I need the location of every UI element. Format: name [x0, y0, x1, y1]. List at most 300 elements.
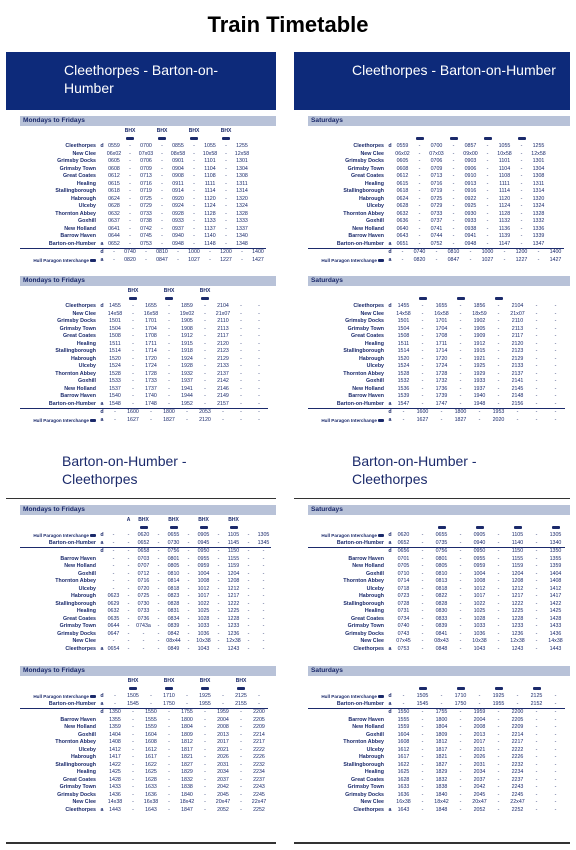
time-cell: -: [459, 776, 462, 783]
time-cell: 1817: [181, 746, 193, 753]
time-cell: -: [486, 188, 489, 194]
time-cell: -: [452, 203, 455, 209]
time-cell: 1800: [181, 716, 193, 723]
time-cell: -: [497, 393, 500, 399]
arr-dep-marker: d: [386, 249, 394, 257]
time-cell: -: [187, 600, 190, 607]
time-cell: 2205: [253, 716, 265, 723]
stop-name: Grimsby Town: [59, 623, 96, 629]
stop-name: Goxhill: [366, 218, 384, 224]
time-cell: -: [486, 158, 489, 164]
time-cell: 0714: [397, 578, 410, 584]
time-cell: 1711: [435, 340, 448, 347]
stop-name: [308, 548, 386, 556]
arr-dep-marker: d: [98, 709, 106, 717]
time-cell: -: [217, 608, 220, 614]
time-cell: 1155: [227, 555, 240, 562]
time-cell: 1328: [236, 210, 248, 217]
time-cell: -: [520, 218, 523, 224]
day-heading: Saturdays: [308, 276, 570, 286]
bus-icon: [90, 419, 96, 422]
time-cell: -: [204, 310, 206, 317]
arr-dep-marker: d: [98, 548, 106, 556]
service-code: [489, 678, 508, 686]
service-code: [527, 288, 546, 296]
time-cell: -: [421, 378, 424, 384]
table-row: [308, 181, 564, 189]
time-cell: -: [204, 355, 206, 362]
time-cell: [250, 151, 266, 159]
time-cell: -: [497, 303, 500, 309]
time-cell: -: [247, 645, 250, 652]
time-cell: -: [157, 539, 160, 546]
time-cell: -: [535, 303, 538, 309]
time-cell: -: [459, 791, 462, 798]
time-cell: -: [497, 585, 500, 592]
time-cell: -: [497, 806, 500, 813]
table-row: [20, 241, 266, 249]
time-cell: 0849: [167, 645, 180, 652]
time-cell: -: [497, 385, 500, 392]
arr-dep-marker: d: [386, 709, 394, 717]
time-cell: -: [452, 233, 455, 239]
arr-dep-marker: [386, 777, 394, 785]
time-cell: 2214: [511, 731, 524, 738]
arr-dep-marker: d: [388, 303, 392, 309]
time-cell: 1324: [236, 203, 248, 209]
time-cell: -: [459, 630, 462, 637]
time-cell: 1804: [181, 724, 193, 730]
time-cell: 2123: [511, 348, 524, 354]
time-cell: 1236: [227, 630, 240, 637]
time-cell: 0801: [167, 555, 180, 562]
arr-dep-marker: [98, 226, 106, 234]
time-cell: -: [256, 548, 271, 556]
table-row: [20, 409, 268, 417]
time-cell: 1905: [473, 325, 486, 332]
time-cell: 1559: [397, 724, 410, 730]
time-cell: 0605: [108, 158, 120, 164]
time-cell: 2104: [217, 303, 229, 309]
time-cell: -: [486, 210, 489, 217]
time-cell: 2020: [492, 416, 505, 423]
table-row: [20, 151, 266, 159]
time-cell: -: [161, 158, 163, 164]
table-row: [308, 556, 565, 564]
time-cell: -: [127, 532, 130, 538]
time-cell: 0709: [140, 165, 152, 172]
time-cell: -: [418, 203, 421, 209]
bus-icon: [165, 297, 173, 300]
time-cell: -: [554, 693, 557, 699]
time-cell: 1308: [532, 173, 545, 179]
time-cell: 0855: [172, 143, 184, 149]
time-cell: -: [258, 370, 260, 377]
time-cell: -: [132, 333, 134, 339]
arr-dep-marker: [98, 371, 106, 379]
time-cell: 1633: [145, 784, 157, 790]
time-cell: 12x38: [226, 638, 241, 644]
time-cell: -: [161, 240, 163, 247]
table-row: [308, 226, 564, 234]
time-cell: 0810: [167, 570, 180, 577]
table-row: [20, 158, 266, 166]
time-cell: 1708: [145, 333, 157, 339]
time-cell: 0940: [473, 539, 486, 546]
time-cell: 0605: [396, 158, 409, 164]
time-cell: 0701: [397, 555, 410, 562]
time-cell: 1655: [145, 303, 157, 309]
time-cell: -: [193, 195, 195, 202]
time-cell: 0928: [172, 210, 184, 217]
bus-icon: [90, 259, 96, 262]
stop-name: Ulceby: [78, 363, 96, 369]
time-cell: -: [421, 363, 424, 369]
time-cell: -: [168, 724, 170, 730]
time-cell: -: [413, 548, 432, 556]
time-cell: -: [535, 333, 538, 339]
time-cell: 10x38: [196, 638, 211, 644]
time-cell: 1856: [473, 303, 486, 309]
time-cell: 0933: [172, 218, 184, 224]
table-row: [308, 586, 565, 594]
time-cell: 1320: [236, 195, 248, 202]
time-cell: 1104: [204, 165, 216, 172]
stop-name: Ulceby: [78, 203, 96, 209]
time-cell: 0823: [167, 593, 180, 599]
time-cell: 09x00: [463, 150, 478, 157]
time-cell: 0814: [167, 578, 180, 584]
time-cell: -: [421, 532, 424, 538]
time-cell: 1929: [473, 370, 486, 377]
time-cell: -: [225, 150, 227, 157]
timetable: [308, 128, 564, 264]
arr-dep-marker: [386, 203, 394, 211]
time-cell: -: [527, 409, 546, 417]
time-cell: -: [157, 608, 160, 614]
table-row: [20, 417, 268, 425]
table-row: [308, 409, 565, 417]
time-cell: 1140: [204, 233, 216, 239]
time-cell: 2157: [217, 400, 229, 407]
time-cell: 1921: [473, 355, 486, 362]
time-cell: 1301: [236, 158, 248, 164]
time-cell: 2129: [511, 355, 524, 362]
arr-dep-marker: [386, 601, 394, 609]
table-row: [308, 211, 564, 219]
time-cell: -: [232, 409, 250, 417]
time-cell: -: [554, 746, 557, 753]
time-cell: 0612: [396, 173, 409, 179]
time-cell: -: [486, 165, 489, 172]
time-cell: -: [127, 630, 130, 637]
table-row: [20, 249, 266, 257]
time-cell: 1528: [109, 370, 121, 377]
time-cell: -: [150, 416, 152, 423]
time-cell: 0801: [435, 555, 448, 562]
day-heading: Mondays to Fridays: [20, 505, 276, 515]
stop-name: Grimsby Docks: [345, 318, 384, 324]
time-cell: 1105: [511, 532, 524, 538]
time-cell: 21x07: [510, 310, 525, 317]
time-cell: -: [486, 195, 489, 202]
time-cell: 1433: [109, 784, 121, 790]
time-cell: -: [240, 340, 242, 347]
time-cell: -: [554, 784, 557, 790]
time-cell: -: [520, 225, 523, 232]
arr-dep-marker: [98, 616, 106, 624]
time-cell: 0830: [435, 608, 448, 614]
time-cell: 1233: [511, 623, 524, 629]
table-row: [20, 532, 271, 540]
service-code: [256, 517, 271, 525]
time-cell: 1838: [435, 784, 448, 790]
time-cell: 1909: [473, 333, 486, 339]
time-cell: -: [204, 370, 206, 377]
time-cell: -: [421, 638, 424, 644]
time-cell: -: [418, 150, 421, 157]
time-cell: -: [161, 233, 163, 239]
stop-name: Habrough: [70, 195, 96, 202]
arr-dep-marker: d: [100, 532, 104, 538]
stop-name: Barton-on-Humber: [48, 539, 96, 546]
time-cell: 1608: [397, 739, 410, 745]
time-cell: 1747: [435, 400, 448, 407]
table-row: [20, 762, 268, 770]
time-cell: -: [129, 188, 131, 194]
time-cell: -: [418, 240, 421, 247]
table-row: [308, 196, 564, 204]
time-cell: -: [187, 539, 190, 546]
stop-name: Goxhill: [78, 378, 96, 384]
time-cell: -: [497, 555, 500, 562]
time-cell: -: [161, 225, 163, 232]
time-cell: 2243: [253, 784, 265, 790]
time-cell: 1959: [470, 709, 489, 717]
table-row: [20, 341, 268, 349]
table-row: [308, 616, 565, 624]
time-cell: -: [421, 746, 424, 753]
bus-icon: [378, 259, 384, 262]
time-cell: 0629: [107, 600, 120, 607]
service-code: BHX: [188, 128, 200, 134]
time-cell: 0652: [137, 539, 150, 546]
time-cell: 0733: [140, 210, 152, 217]
time-cell: -: [535, 600, 538, 607]
time-cell: 0647: [107, 630, 120, 637]
time-cell: -: [132, 769, 134, 775]
time-cell: 1359: [549, 563, 562, 569]
time-cell: -: [161, 180, 163, 187]
time-cell: 1809: [181, 731, 193, 738]
time-cell: 0738: [140, 218, 152, 224]
time-cell: 0740: [122, 249, 138, 257]
stop-name: Healing: [76, 180, 96, 187]
stop-name: Cleethorpes: [353, 806, 384, 813]
time-cell: 2004: [473, 716, 486, 723]
time-cell: -: [459, 363, 462, 369]
time-cell: 2045: [473, 791, 486, 798]
time-cell: -: [535, 585, 538, 592]
time-cell: 1008: [473, 578, 486, 584]
time-cell: 0756: [432, 548, 451, 556]
arr-dep-marker: [386, 769, 394, 777]
time-cell: -: [240, 746, 242, 753]
time-cell: [250, 196, 266, 204]
time-cell: -: [129, 180, 131, 187]
time-cell: -: [497, 340, 500, 347]
time-cell: [547, 158, 564, 166]
time-cell: 2026: [473, 754, 486, 760]
stop-name: Grimsby Docks: [345, 158, 384, 164]
time-cell: 1233: [227, 623, 240, 629]
time-cell: -: [459, 400, 462, 407]
service-code: [106, 288, 124, 296]
bus-icon: [457, 297, 465, 300]
time-cell: 1350: [106, 709, 124, 717]
table-row: [308, 724, 565, 732]
time-cell: 06x02: [395, 150, 410, 157]
time-cell: -: [486, 218, 489, 224]
time-cell: -: [258, 333, 260, 339]
time-cell: -: [418, 165, 421, 172]
time-cell: 2209: [253, 724, 265, 730]
time-cell: -: [187, 555, 190, 562]
table-row: [308, 166, 564, 174]
time-cell: 1101: [498, 158, 511, 164]
time-cell: [547, 173, 564, 181]
stop-name: Stallingborough: [55, 348, 96, 354]
arr-dep-marker: [386, 348, 394, 356]
time-cell: 1704: [145, 325, 157, 332]
bus-icon: [190, 137, 198, 140]
time-cell: 0813: [435, 578, 448, 584]
service-code: A: [126, 517, 131, 523]
time-cell: 1952: [181, 400, 193, 407]
time-cell: 0652: [397, 539, 410, 546]
time-cell: -: [451, 548, 470, 556]
time-cell: -: [535, 806, 538, 813]
time-cell: -: [150, 693, 152, 699]
table-row: [20, 578, 271, 586]
time-cell: -: [168, 318, 170, 324]
stop-name: New Holland: [64, 724, 96, 730]
time-cell: -: [127, 570, 130, 577]
arr-dep-marker: [386, 732, 394, 740]
time-cell: 1643: [145, 806, 157, 813]
time-cell: -: [240, 754, 242, 760]
time-cell: 1924: [181, 355, 193, 362]
table-row: [20, 378, 268, 386]
time-cell: 0654: [107, 645, 120, 652]
time-cell: -: [157, 645, 160, 652]
time-cell: -: [124, 709, 142, 717]
time-cell: 1227: [515, 256, 528, 263]
service-code: [413, 517, 432, 525]
time-cell: -: [418, 225, 421, 232]
time-cell: -: [240, 416, 242, 423]
table-row: [20, 638, 271, 646]
time-cell: -: [250, 409, 268, 417]
service-code: [151, 517, 166, 525]
time-cell: -: [262, 578, 265, 584]
service-code: [394, 517, 413, 525]
time-cell: -: [554, 799, 557, 805]
time-cell: -: [554, 791, 557, 798]
time-cell: -: [535, 416, 538, 423]
time-cell: 21x07: [215, 310, 231, 317]
service-code-row: [20, 288, 268, 296]
service-code-row: [20, 128, 266, 136]
time-cell: 1550: [394, 709, 413, 717]
time-cell: 1710: [454, 693, 467, 699]
time-cell: -: [217, 563, 220, 569]
time-cell: 2037: [217, 776, 229, 783]
time-cell: -: [187, 570, 190, 577]
time-cell: 1724: [435, 363, 448, 369]
time-cell: -: [157, 630, 160, 637]
time-cell: -: [418, 180, 421, 187]
stop-name: Hull Paragon Interchange: [308, 417, 386, 425]
time-cell: -: [225, 158, 227, 164]
time-cell: 0820: [124, 256, 136, 263]
time-cell: 2155: [235, 700, 247, 707]
arr-dep-marker: [98, 784, 106, 792]
table-row: [20, 709, 268, 717]
arr-dep-marker: [98, 777, 106, 785]
table-row: [20, 732, 268, 740]
time-cell: 1124: [204, 203, 216, 209]
arr-dep-marker: [98, 623, 106, 631]
time-cell: -: [497, 325, 500, 332]
table-row: [308, 571, 565, 579]
table-row: [20, 233, 266, 241]
arr-dep-marker: [386, 218, 394, 226]
arr-dep-marker: [386, 226, 394, 234]
time-cell: -: [535, 393, 538, 399]
time-cell: 10x58: [202, 150, 218, 157]
time-cell: 1524: [109, 363, 121, 369]
time-cell: -: [496, 249, 513, 257]
time-cell: -: [127, 539, 130, 546]
time-cell: 1022: [197, 600, 210, 607]
time-cell: -: [486, 233, 489, 239]
time-cell: -: [554, 385, 557, 392]
arr-dep-marker: d: [98, 249, 106, 257]
arr-dep-marker: a: [100, 240, 104, 247]
time-cell: 1008: [197, 578, 210, 584]
stop-name: Thornton Abbey: [55, 739, 96, 745]
stop-name: Barton-on-Humber: [48, 700, 96, 707]
time-cell: 1217: [227, 593, 240, 599]
time-cell: -: [452, 143, 455, 149]
table-row: [20, 196, 266, 204]
time-cell: 1925: [492, 693, 505, 699]
time-cell: -: [193, 173, 195, 179]
time-cell: -: [262, 615, 265, 622]
bus-icon-row: [20, 296, 268, 304]
time-cell: 2133: [511, 363, 524, 369]
table-row: [20, 203, 266, 211]
time-cell: -: [204, 739, 206, 745]
arr-dep-marker: [386, 571, 394, 579]
table-row: [20, 226, 266, 234]
arr-dep-marker: [98, 318, 106, 326]
arr-dep-marker: [386, 747, 394, 755]
time-cell: 1225: [511, 608, 524, 614]
time-cell: -: [421, 600, 424, 607]
time-cell: [547, 166, 564, 174]
